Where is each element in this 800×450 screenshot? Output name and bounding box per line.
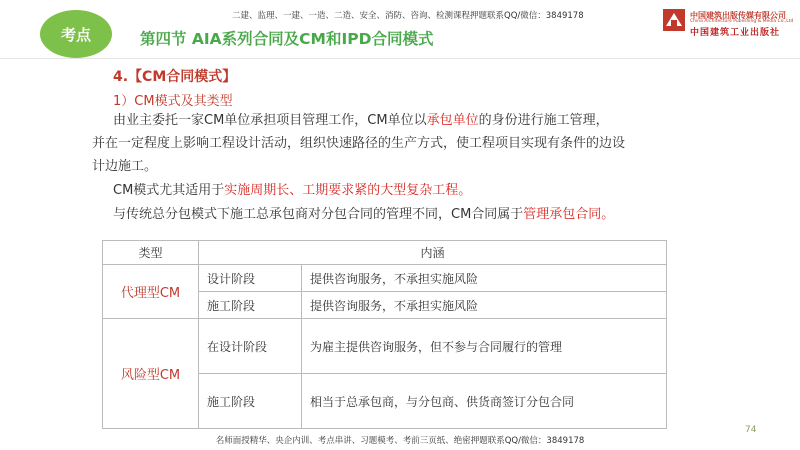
para1-line2: 并在一定程度上影响工程设计活动，组织快速路径的生产方式，使工程项目实现有条件的边设 [92, 136, 626, 151]
page-number: 74 [745, 425, 757, 435]
logo-name-cn: 中国建筑出版传媒有限公司 [690, 11, 786, 20]
table-stage-cell: 施工阶段 [199, 292, 302, 319]
section-badge: 考点 [40, 10, 112, 58]
table-stage-cell: 设计阶段 [199, 265, 302, 292]
content-subheading: 1）CM模式及其类型 [113, 94, 233, 109]
table-type-cell: 代理型CM [103, 265, 199, 319]
header-divider [0, 58, 800, 59]
para1-line1 [113, 110, 609, 131]
table-desc-cell: 相当于总承包商，与分包商、供货商签订分包合同 [302, 374, 667, 429]
table-row [103, 319, 667, 374]
table-desc-cell: 提供咨询服务，不承担实施风险 [302, 265, 667, 292]
table-header-type: 类型 [103, 241, 199, 265]
table-desc-cell: 提供咨询服务，不承担实施风险 [302, 292, 667, 319]
para3 [113, 204, 614, 225]
para1-line1-text-a: 由业主委托一家CM单位承担项目管理工作，CM单位以 [113, 113, 427, 128]
logo-name-cn-2: 中国建筑工业出版社 [690, 28, 781, 38]
table-row [103, 265, 667, 292]
table-desc-cell: 为雇主提供咨询服务，但不参与合同履行的管理 [302, 319, 667, 374]
table-header-row [103, 241, 667, 265]
table-type-cell: 风险型CM [103, 319, 199, 429]
para2 [113, 180, 471, 201]
cm-type-table [102, 240, 667, 429]
para1-line1-text-b: 的身份进行施工管理， [478, 113, 609, 128]
para2-text: CM模式尤其适用于 [113, 183, 225, 198]
para1-highlight: 承包单位 [426, 113, 479, 128]
publisher-logo-icon [662, 8, 686, 32]
top-contact-note: 二建、监理、一建、一造、二造、安全、消防、咨询、检测课程押题联系QQ/微信：3849178 [232, 11, 584, 21]
para2-highlight: 实施周期长、工期要求紧的大型复杂工程。 [224, 183, 472, 198]
para3-highlight: 管理承包合同。 [523, 207, 615, 222]
footer-contact-note: 名师面授精华、央企内训、考点串讲、习题模考、考前三页纸、绝密押题联系QQ/微信：3849178 [215, 436, 585, 446]
section-title: 第四节 AIA系列合同及CM和IPD合同模式 [140, 30, 434, 48]
para1-line3: 计边施工。 [92, 159, 158, 174]
content-heading: 4.【CM合同模式】 [113, 69, 237, 85]
table-header-meaning: 内涵 [199, 241, 667, 265]
table-stage-cell: 在设计阶段 [199, 319, 302, 374]
logo-name-en: China Architecture Publishing & Media Co.,Ltd [690, 19, 794, 24]
para3-text: 与传统总分包模式下施工总承包商对分包合同的管理不同，CM合同属于 [113, 207, 524, 222]
table-stage-cell: 施工阶段 [199, 374, 302, 429]
publisher-logo [662, 8, 792, 38]
